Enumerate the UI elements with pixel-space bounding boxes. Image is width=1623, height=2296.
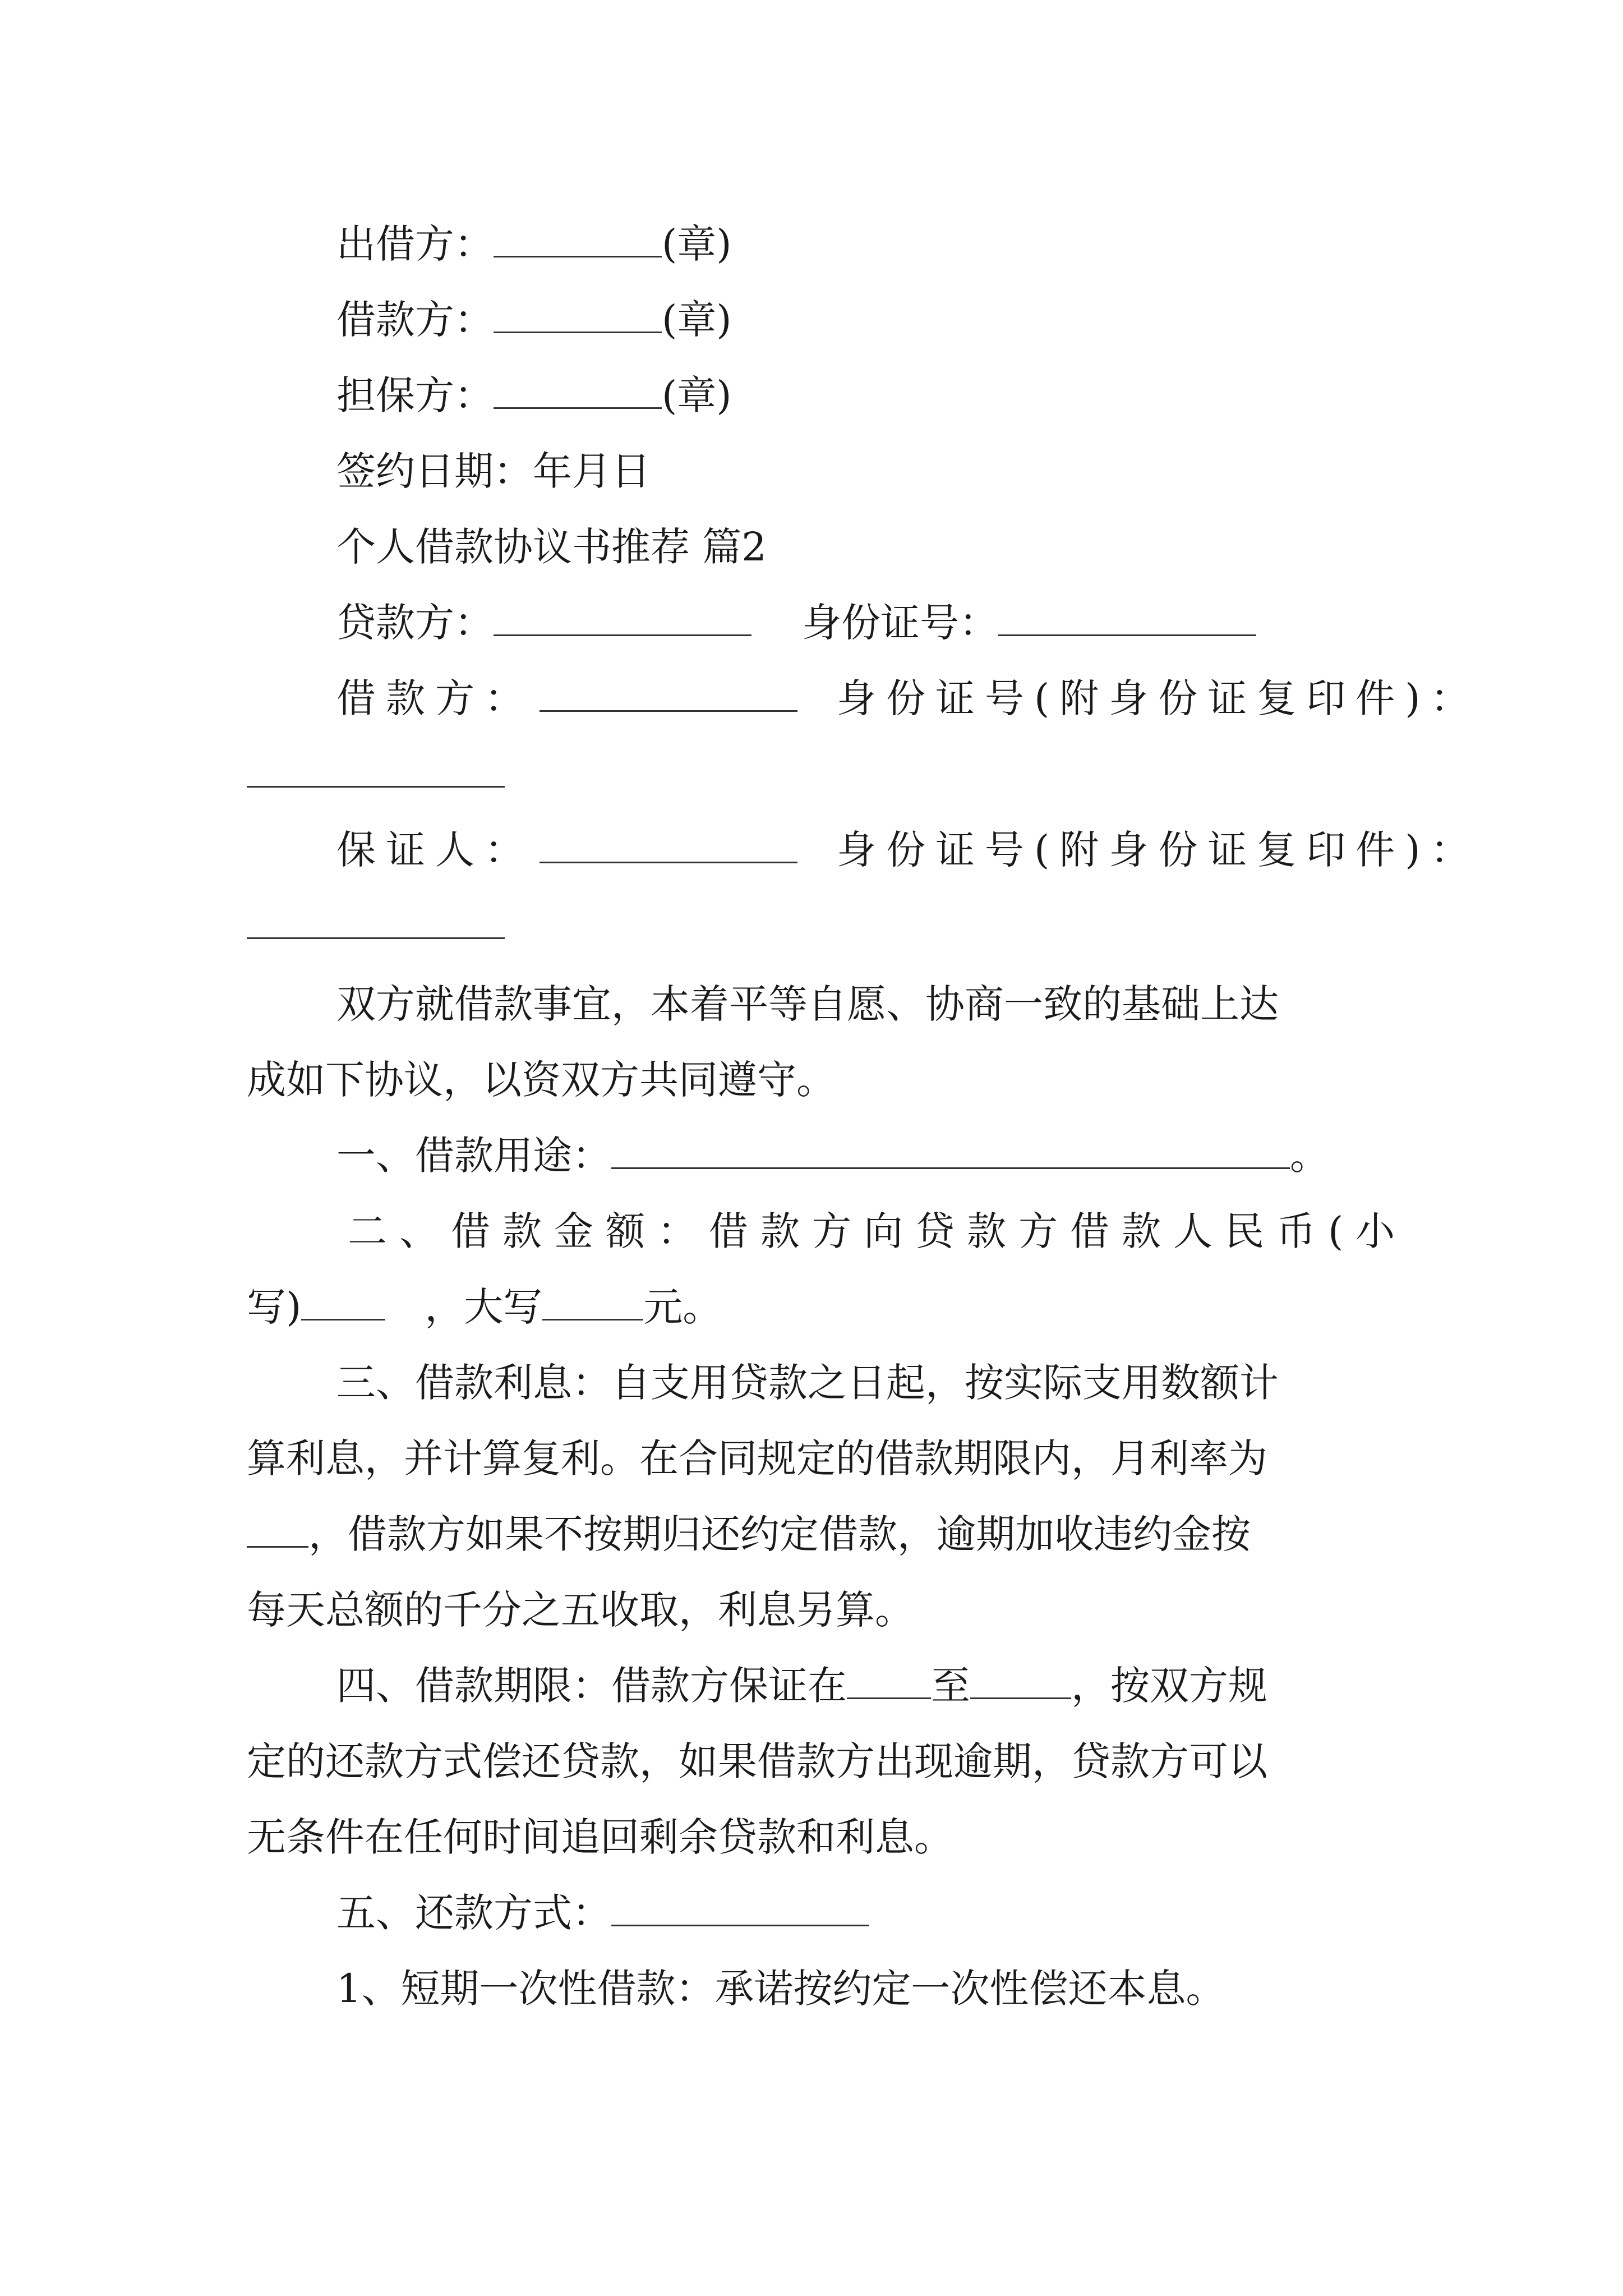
borrower-signature-line — [336, 295, 732, 345]
clause-2-text-a: 写) — [247, 1284, 302, 1330]
guarantor-signature-blank — [494, 372, 662, 409]
guarantor-id-blank — [247, 902, 505, 939]
borrower-id-blank-line — [247, 749, 505, 799]
clause-4-text-c: ，按双方规 — [1071, 1663, 1267, 1709]
lender-signature-blank — [494, 220, 662, 257]
clause-2-line-2 — [247, 1282, 722, 1332]
section-title: 个人借款协议书推荐 篇2 — [336, 524, 767, 570]
period-start-blank — [847, 1662, 931, 1699]
borrower-name-blank — [540, 675, 797, 712]
clause-3-line-2: 算利息，并计算复利。在合同规定的借款期限内，月利率为 — [247, 1435, 1267, 1481]
period-end-blank — [970, 1662, 1071, 1699]
guarantor-seal-mark: (章) — [662, 372, 732, 418]
intro-line-2: 成如下协议，以资双方共同遵守。 — [247, 1057, 836, 1103]
guarantor-party-line — [336, 825, 1480, 875]
clause-4-text-b: 至 — [931, 1663, 970, 1709]
amount-capital-blank — [542, 1283, 643, 1320]
lender-name-blank — [494, 599, 751, 636]
amount-small-blank — [301, 1283, 385, 1320]
guarantor-party-label: 保证人： — [336, 827, 534, 873]
lender-seal-mark: (章) — [662, 221, 732, 267]
guarantor-id-blank-line — [247, 900, 505, 951]
item-1-short-term: 1、短期一次性借款：承诺按约定一次性偿还本息。 — [336, 1966, 1225, 2012]
monthly-rate-blank — [247, 1511, 308, 1548]
borrower-signature-blank — [494, 296, 662, 333]
clause-2-text-b: ，大写 — [425, 1284, 543, 1330]
clause-1-end: 。 — [1290, 1133, 1329, 1179]
clause-4-text-a: 四、借款期限：借款方保证在 — [336, 1663, 847, 1709]
guarantor-signature-label: 担保方： — [336, 372, 494, 418]
guarantor-id-label: 身份证号(附身份证复印件)： — [837, 827, 1480, 873]
clause-1-label: 一、借款用途： — [336, 1133, 611, 1179]
clause-1-purpose — [336, 1130, 1329, 1181]
lender-party-line — [336, 597, 1256, 648]
lender-party-label: 贷款方： — [336, 600, 494, 646]
clause-2-line-1: 二、借款金额：借款方向贷款方借款人民币(小 — [348, 1208, 1408, 1254]
clause-3-line-4: 每天总额的千分之五收取，利息另算。 — [247, 1587, 914, 1633]
lender-id-label: 身份证号： — [802, 600, 998, 646]
clause-4-line-2: 定的还款方式偿还贷款，如果借款方出现逾期，贷款方可以 — [247, 1738, 1267, 1784]
borrower-party-line — [336, 673, 1480, 724]
borrower-party-label: 借款方： — [336, 675, 534, 721]
clause-4-line-1 — [336, 1660, 1267, 1711]
repayment-method-blank — [611, 1889, 869, 1926]
clause-3-text-3: ，借款方如果不按期归还约定借款，逾期加收违约金按 — [308, 1511, 1251, 1557]
borrower-id-label: 身份证号(附身份证复印件)： — [837, 675, 1480, 721]
intro-line-1: 双方就借款事宜，本着平等自愿、协商一致的基础上达 — [336, 981, 1279, 1027]
borrower-seal-mark: (章) — [662, 297, 732, 343]
lender-signature-label: 出借方： — [336, 221, 494, 267]
guarantor-name-blank — [540, 826, 797, 863]
clause-5-repayment — [336, 1888, 869, 1938]
clause-4-line-3: 无条件在任何时间追回剩余贷款和利息。 — [247, 1814, 953, 1860]
lender-signature-line — [336, 219, 732, 269]
guarantor-signature-line — [336, 370, 732, 421]
signing-date: 签约日期：年月日 — [336, 448, 651, 494]
clause-2-text-c: 元。 — [643, 1284, 722, 1330]
borrower-signature-label: 借款方： — [336, 297, 494, 343]
clause-5-label: 五、还款方式： — [336, 1890, 611, 1936]
purpose-blank — [611, 1132, 1290, 1169]
clause-3-line-1: 三、借款利息：自支用贷款之日起，按实际支用数额计 — [336, 1360, 1279, 1406]
borrower-id-blank — [247, 751, 505, 788]
clause-3-line-3 — [247, 1509, 1251, 1559]
lender-id-blank — [998, 599, 1256, 636]
